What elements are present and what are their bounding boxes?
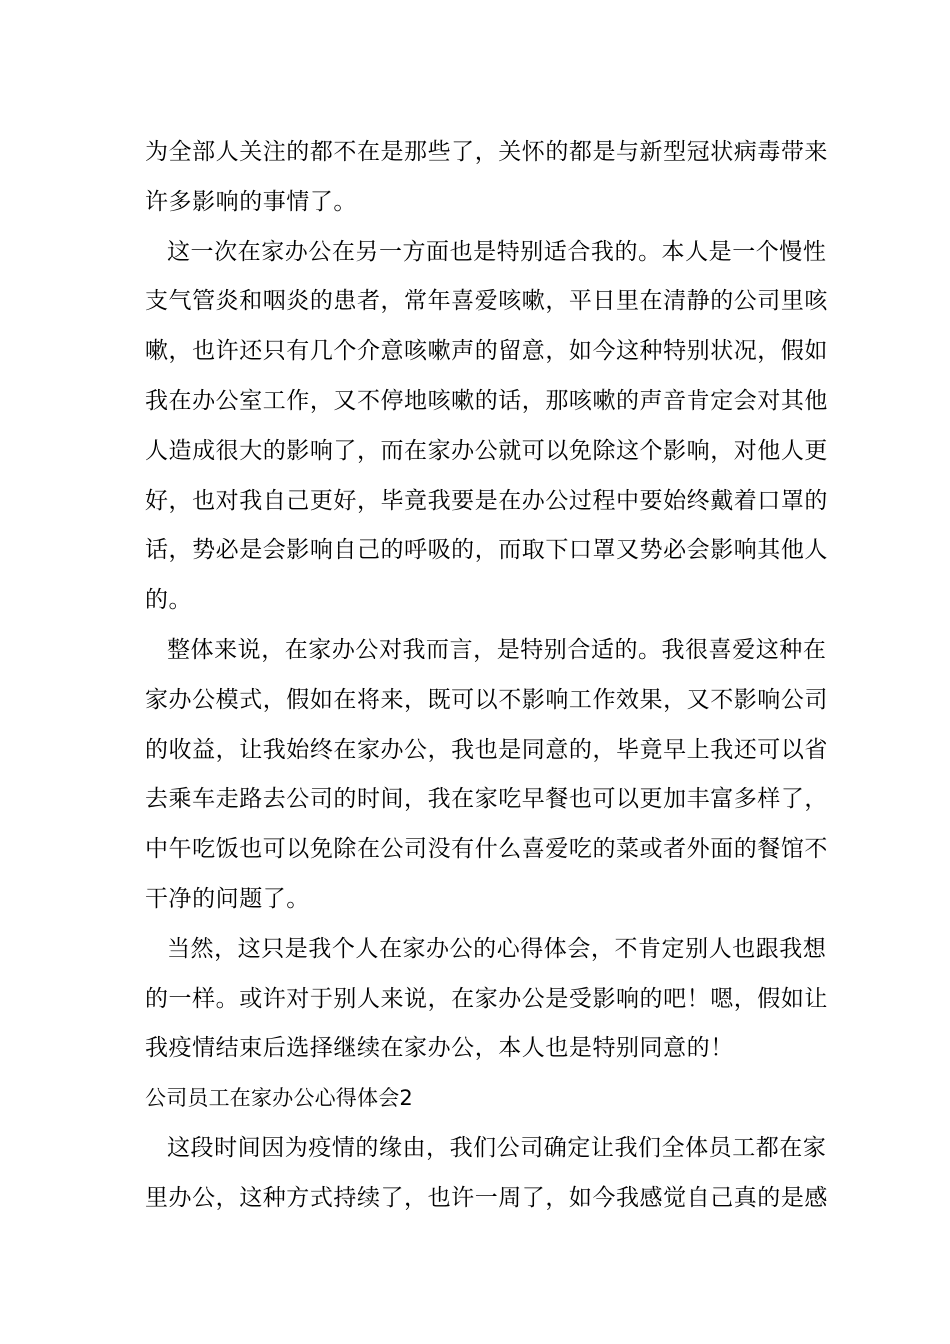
text-line: 家办公模式，假如在将来，既可以不影响工作效果，又不影响公司 — [145, 686, 828, 713]
text-line: 这一次在家办公在另一方面也是特别适合我的。本人是一个慢性 — [167, 238, 827, 265]
text-line: 为全部人关注的都不在是那些了，关怀的都是与新型冠状病毒带来 — [145, 139, 828, 165]
text-line: 我在办公室工作，又不停地咳嗽的话，那咳嗽的声音肯定会对其他 — [145, 387, 828, 414]
text-line: 支气管炎和咽炎的患者，常年喜爱咳嗽，平日里在清静的公司里咳 — [145, 288, 828, 315]
text-line: 的。 — [145, 587, 193, 614]
paragraph — [145, 128, 828, 228]
paragraph — [145, 228, 828, 626]
text-line: 干净的问题了。 — [145, 885, 310, 912]
paragraph — [145, 925, 828, 1074]
document-body — [145, 128, 828, 1224]
paragraph — [145, 626, 828, 925]
text-line: 当然，这只是我个人在家办公的心得体会，不肯定别人也跟我想 — [167, 935, 827, 962]
text-line: 的收益，让我始终在家办公，我也是同意的，毕竟早上我还可以省 — [145, 736, 828, 763]
text-line: 话，势必是会影响自己的呼吸的，而取下口罩又势必会影响其他人 — [145, 537, 828, 564]
text-line: 中午吃饭也可以免除在公司没有什么喜爱吃的菜或者外面的餐馆不 — [145, 836, 828, 863]
text-line: 我疫情结束后选择继续在家办公，本人也是特别同意的！ — [145, 1035, 734, 1062]
text-line: 许多影响的事情了。 — [145, 188, 357, 215]
text-line: 这段时间因为疫情的缘由，我们公司确定让我们全体员工都在家 — [167, 1134, 827, 1161]
text-line: 整体来说，在家办公对我而言，是特别合适的。我很喜爱这种在 — [167, 636, 827, 663]
text-line: 人造成很大的影响了，而在家办公就可以免除这个影响，对他人更 — [145, 437, 828, 464]
text-line: 里办公，这种方式持续了，也许一周了，如今我感觉自己真的是感 — [145, 1184, 828, 1211]
section-heading: 公司员工在家办公心得体会2 — [145, 1086, 413, 1111]
text-line: 去乘车走路去公司的时间，我在家吃早餐也可以更加丰富多样了， — [145, 786, 828, 813]
paragraph — [145, 1124, 828, 1224]
text-line: 好，也对我自己更好，毕竟我要是在办公过程中要始终戴着口罩的 — [145, 487, 828, 514]
text-line: 的一样。或许对于别人来说，在家办公是受影响的吧！嗯，假如让 — [145, 985, 828, 1012]
text-line: 嗽，也许还只有几个介意咳嗽声的留意，如今这种特别状况，假如 — [145, 338, 828, 365]
